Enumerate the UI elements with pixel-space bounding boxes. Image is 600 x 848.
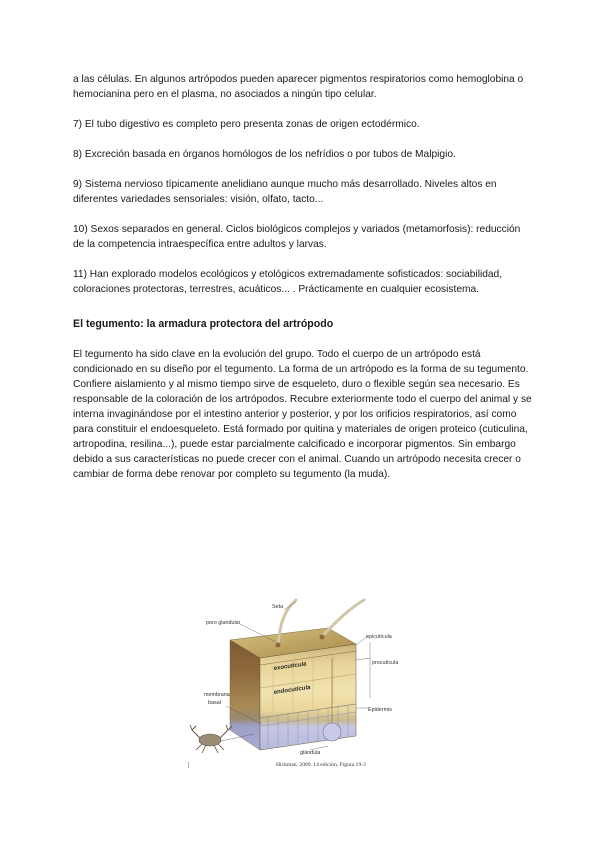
section-heading: El tegumento: la armadura protectora del artrópodo	[73, 318, 334, 330]
label-poro: poro glandular	[206, 620, 241, 626]
label-procuticula: procutícula	[372, 660, 399, 666]
tegument-diagram	[188, 598, 412, 770]
seta-socket-2	[320, 635, 325, 640]
paragraph: 7) El tubo digestivo es completo pero presenta zonas de origen ectodérmico.	[73, 119, 420, 130]
block-left-face	[230, 640, 260, 750]
label-glandula: glándula	[300, 750, 321, 756]
section-body: El tegumento ha sido clave en la evolución del grupo. Todo el cuerpo de un artrópodo está condicionado en su diseño por el tegumento. La forma de un artrópodo es la forma de su tegumento. Confiere aislamiento y al mismo tiempo sirve de esqueleto, duro o flexible según sea necesario. Es responsable de la coloración de los artrópodos. Recubre exteriormente todo el cuerpo del animal y se interna invaginándose por el intestino anterior y posterior, y por los orificios respiratorios, así como para constituir el endoesqueleto. Está formado por quitina y materiales de origen proteico (cuticulina, artropodina, resilina...), puede estar parcialmente calcificado e incorporar pigmentos. Sin embargo debido a sus características no puede crecer con el animal. Cuando un artrópodo necesita crecer o cambiar de forma debe renovar por completo su tegumento (la muda).	[73, 349, 532, 480]
paragraph: 10) Sexos separados en general. Ciclos biológicos complejos y variados (metamorfosis): reducción de la competencia intraespecífica entre adultos y larvas.	[73, 224, 521, 250]
label-endocuticula: endocutícula	[273, 684, 311, 696]
label-epidermis: Epidermis	[368, 707, 392, 713]
label-epicuticula: epicutícula	[366, 634, 392, 640]
document-body	[73, 72, 533, 497]
label-membrana: membrana	[204, 692, 230, 698]
paragraph: 11) Han explorado modelos ecológicos y etológicos extremadamente sofisticados: sociabilidad, coloraciones protectoras, terrestres, acuáticos... . Prácticamente en cualquier ecosistema.	[73, 269, 503, 295]
paragraph: a las células. En algunos artrópodos pueden aparecer pigmentos respiratorios como hemoglobina o hemocianina pero en el plasma, no asociados a ningún tipo celular.	[73, 74, 524, 100]
paragraph: 9) Sistema nervioso típicamente anelidiano aunque mucho más desarrollado. Niveles altos en diferentes variedades sensoriales: visión, olfato, tacto...	[73, 179, 497, 205]
paragraph: 8) Excreción basada en órganos homólogos de los nefrídios o por tubos de Malpigio.	[73, 149, 456, 160]
seta-2	[322, 600, 364, 636]
label-seta: Seta	[272, 604, 284, 610]
tegument-figure	[188, 598, 412, 770]
seta-socket-1	[276, 643, 281, 648]
label-exocuticula: exocutícula	[273, 661, 307, 672]
figure-caption: Hickman, 2009. 14 edición, Figura 19-3	[276, 762, 366, 768]
gland-shape	[323, 723, 341, 741]
label-basal: basal	[208, 700, 221, 706]
